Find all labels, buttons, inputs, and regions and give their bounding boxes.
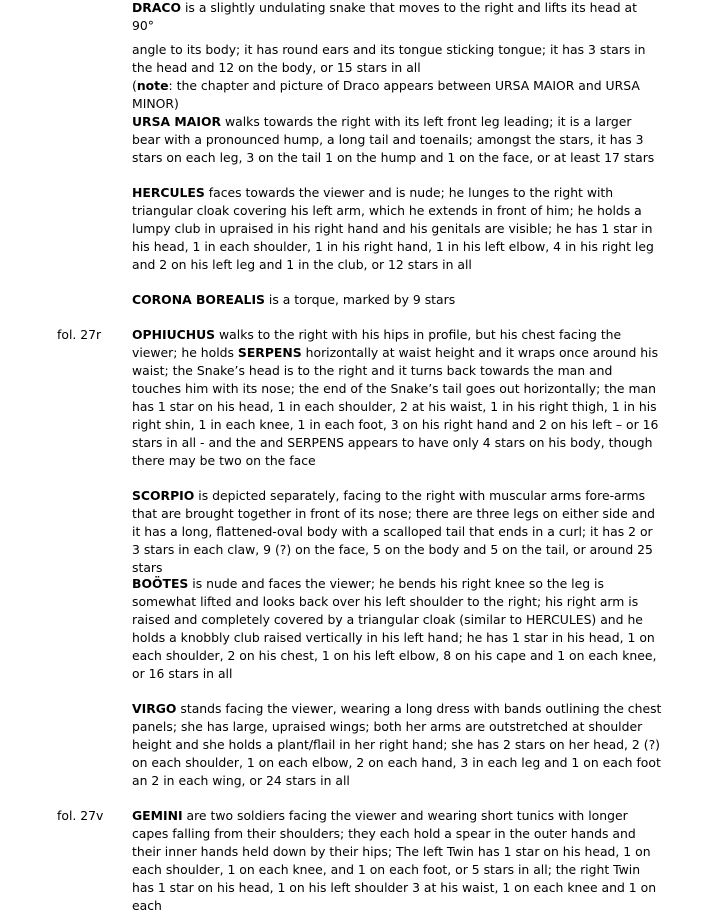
entry-name: DRACO (132, 0, 182, 15)
entry-text: is a slightly undulating snake that moves to the right and lifts its head at 90° (132, 0, 637, 33)
note-text: : the chapter and picture of Draco appears between URSA MAIOR and URSA MINOR) (132, 78, 640, 111)
entry-subname: SERPENS (237, 345, 302, 360)
folio-label: fol. 27r (57, 327, 102, 342)
entry-name: GEMINI (132, 808, 183, 823)
entry-ophiuchus (132, 326, 662, 470)
entry-text: walks towards the right with its left front leg leading; it is a larger bear with a pronounced hump, a long tail and toenails; amongst the stars, it has 3 stars on each leg, 3 on the tail 1 on the hump and 1 on the face, or at least 17 stars (132, 114, 655, 165)
entry-name: CORONA BOREALIS (132, 292, 265, 307)
entry-text: horizontally at waist height and it wraps once around his waist; the Snake’s head is to the right and it turns back towards the man and touches him with its nose; the end of the Snake’s tail goes out horizontally; the man has 1 star on his head, 1 in each shoulder, 2 at his waist, 1 in his right thigh, 1 in his right shin, 1 in each knee, 1 in each foot, 3 on his right hand and 2 on his left – or 16 stars in all - and the and SERPENS appears to have only 4 stars on his body, though there may be two on the face (132, 345, 659, 468)
entry-name: URSA MAIOR (132, 114, 222, 129)
entry-corona-borealis (132, 291, 662, 309)
entry-name: VIRGO (132, 701, 177, 716)
entry-text: is depicted separately, facing to the right with muscular arms fore-arms that are brought together in front of its nose; there are three legs on either side and it has a long, flattened-oval body with a scalloped tail that ends in a curl; it has 2 or 3 stars in each claw, 9 (?) on the face, 5 on the body and 5 on the tail, or around 25 stars (132, 488, 656, 575)
entry-name: HERCULES (132, 185, 205, 200)
entry-gemini (132, 807, 662, 915)
entry-text: is a torque, marked by 9 stars (264, 292, 456, 307)
entry-hercules (132, 184, 662, 274)
folio-label: fol. 27v (57, 808, 104, 823)
entry-draco: DRACO is a slightly undulating snake that moves to the right and lifts its head at 90° angle to its body; it has round ears and its tongue sticking tongue; it has 3 stars in the head and 12 on the body, or 15 stars in all (note: the chapter and picture of Draco appears between URSA MAIOR and URSA MINOR) (132, 0, 646, 111)
entry-text: is nude and faces the viewer; he bends his right knee so the leg is somewhat lifted and looks back over his left shoulder to the right; his right arm is raised and completely covered by a triangular cloak (similar to HERCULES) and he holds a knobbly club raised vertically in his left hand; he has 1 star in his head, 1 on each shoulder, 2 on his chest, 1 on his left elbow, 8 on his cape and 1 on each knee, or 16 stars in all (132, 576, 657, 681)
entry-text: faces towards the viewer and is nude; he lunges to the right with triangular cloak covering his left arm, which he extends in front of him; he holds a lumpy club in upraised in his right hand and his genitals are visible; he has 1 star in his head, 1 in each shoulder, 1 in his right hand, 1 in his left elbow, 4 in his right leg and 2 on his left leg and 1 in the club, or 12 stars in all (132, 185, 654, 272)
entry-scorpio (132, 487, 662, 577)
entry-ursa-maior (132, 113, 662, 167)
entry-text: angle to its body; it has round ears and its tongue sticking tongue; it has 3 stars in the head and 12 on the body, or 15 stars in all (132, 42, 646, 75)
entry-text: stands facing the viewer, wearing a long dress with bands outlining the chest panels; she has large, upraised wings; both her arms are outstretched at shoulder height and she holds a plant/flail in her right hand; she has 2 stars on her head, 2 (?) on each shoulder, 1 on each elbow, 2 on each hand, 3 in each leg and 1 on each foot an 2 in each wing, or 24 stars in all (132, 701, 662, 788)
entry-name: OPHIUCHUS (132, 327, 216, 342)
entry-name: BOÖTES (132, 576, 189, 591)
entry-text: are two soldiers facing the viewer and wearing short tunics with longer capes falling from their shoulders; they each hold a spear in the outer hands and their inner hands held down by their hips; The left Twin has 1 star on his head, 1 on each shoulder, 1 on each knee, and 1 on each foot, or 5 stars in all; the right Twin has 1 star on his head, 1 on his left shoulder 3 at his waist, 1 on each knee and 1 on each (132, 808, 657, 913)
entry-name: SCORPIO (132, 488, 195, 503)
entry-text: walks to the right with his hips in profile, but his chest facing the viewer; he holds (132, 327, 622, 360)
entry-bootes (132, 575, 662, 683)
entry-virgo (132, 700, 662, 790)
note-label: note (136, 78, 169, 93)
